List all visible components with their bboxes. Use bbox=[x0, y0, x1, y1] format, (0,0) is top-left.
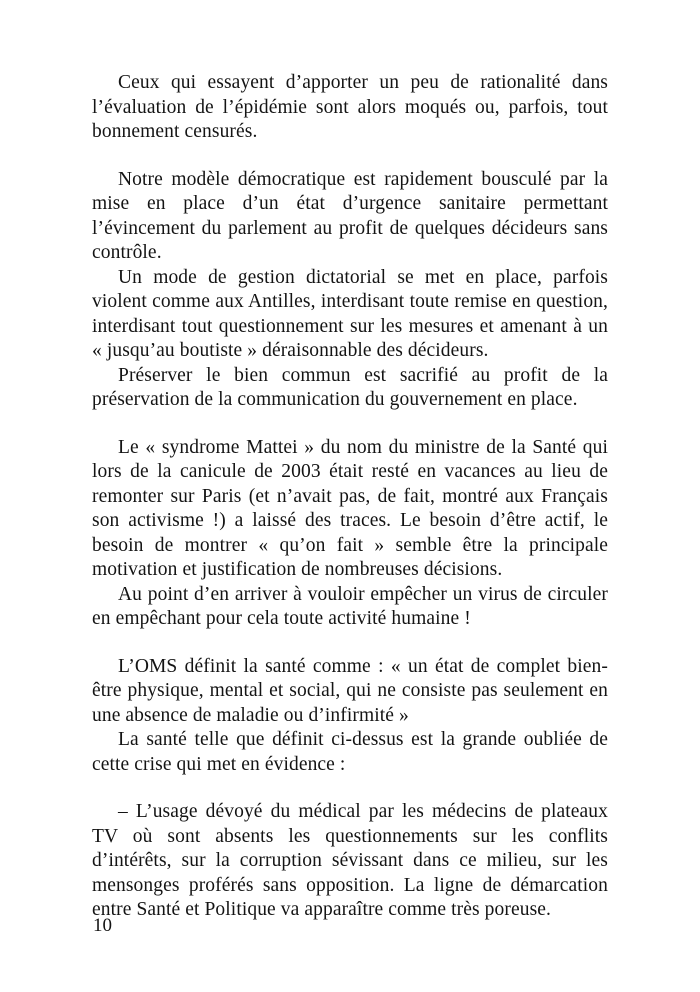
paragraph-modele-democratique: Notre modèle démocratique est rapidement bousculé par la mise en place d’un état d’urgence sanitaire permettant l’évincement du parlement au profit de quelques décideurs sans contrôle. bbox=[92, 168, 608, 263]
paragraph-bien-commun: Préserver le bien commun est sacrifié au profit de la préservation de la communication du gouvernement en place. bbox=[92, 364, 608, 410]
paragraph-syndrome-mattei: Le « syndrome Mattei » du nom du ministre de la Santé qui lors de la canicule de 2003 était resté en vacances au lieu de remonter sur Paris (et n’avait pas, de fait, montré aux Français son activisme !) a laissé des traces. Le besoin d’être actif, le besoin de montrer « qu’on fait » semble être la principale motivation et justification de nombreuses décisions. bbox=[92, 436, 608, 580]
paragraph-definition-oms: L’OMS définit la santé comme : « un état de complet bien-être physique, mental et social, qui ne consiste pas seulement en une absence de maladie ou d’infirmité » bbox=[92, 655, 608, 726]
page-content bbox=[92, 71, 608, 923]
paragraph-virus-circuler: Au point d’en arriver à vouloir empêcher un virus de circuler en empêchant pour cela toute activité humaine ! bbox=[92, 583, 608, 629]
paragraph-gestion-dictatoriale: Un mode de gestion dictatorial se met en place, parfois violent comme aux Antilles, interdisant toute remise en question, interdisant tout questionnement sur les mesures et amenant à un « jusqu’au boutiste » déraisonnable des décideurs. bbox=[92, 266, 608, 361]
paragraph-usage-devoye-medical: – L’usage dévoyé du médical par les médecins de plateaux TV où sont absents les questionnements sur les conflits d’intérêts, sur la corruption sévissant dans ce milieu, sur les mensonges proférés sans opposition. La ligne de démarcation entre Santé et Politique va apparaître comme très poreuse. bbox=[92, 801, 608, 920]
page-number: 10 bbox=[93, 915, 112, 936]
paragraph-intro-rationalite: Ceux qui essayent d’apporter un peu de rationalité dans l’évaluation de l’épidémie sont alors moqués ou, parfois, tout bonnement censurés. bbox=[92, 72, 608, 142]
paragraph-sante-oubliee: La santé telle que définit ci-dessus est la grande oubliée de cette crise qui met en évidence : bbox=[92, 729, 608, 775]
